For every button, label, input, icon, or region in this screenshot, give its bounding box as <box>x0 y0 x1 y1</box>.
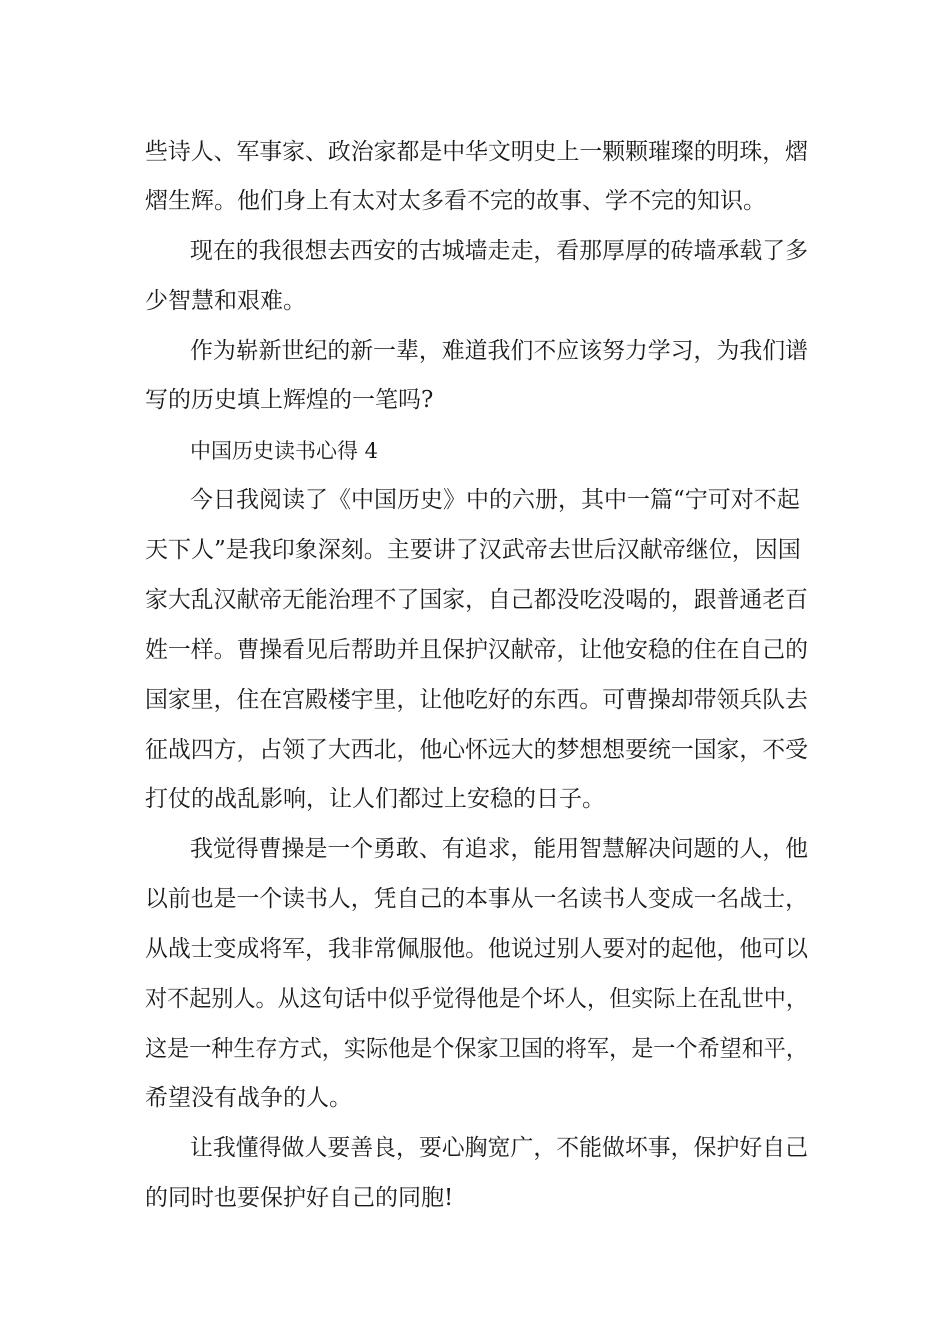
paragraph-5-line-5: 这是一种生存方式，实际他是个保家卫国的将军，是一个希望和平， <box>145 1036 808 1062</box>
paragraph-3-line-2: 写的历史填上辉煌的一笔吗? <box>145 387 434 413</box>
paragraph-2-line-1: 现在的我很想去西安的古城墙走走，看那厚厚的砖墙承载了多 <box>190 238 808 264</box>
paragraph-2-line-2: 少智慧和艰难。 <box>145 288 306 314</box>
paragraph-5-line-6: 希望没有战争的人。 <box>145 1085 352 1111</box>
paragraph-5-line-1: 我觉得曹操是一个勇敢、有追求，能用智慧解决问题的人，他 <box>190 836 808 862</box>
paragraph-4-line-4: 姓一样。曹操看见后帮助并且保护汉献帝，让他安稳的住在自己的 <box>145 637 808 663</box>
paragraph-4-line-2: 天下人”是我印象深刻。主要讲了汉武帝去世后汉献帝继位，因国 <box>145 537 801 563</box>
section-heading: 中国历史读书心得 4 <box>190 439 379 463</box>
paragraph-5-line-4: 对不起别人。从这句话中似乎觉得他是个坏人，但实际上在乱世中， <box>145 986 808 1012</box>
paragraph-1-line-2: 熠生辉。他们身上有太对太多看不完的故事、学不完的知识。 <box>145 188 766 214</box>
paragraph-3-line-1: 作为崭新世纪的新一辈，难道我们不应该努力学习，为我们谱 <box>190 338 808 364</box>
paragraph-4-line-7: 打仗的战乱影响，让人们都过上安稳的日子。 <box>145 786 605 812</box>
paragraph-4-line-3: 家大乱汉献帝无能治理不了国家，自己都没吃没喝的，跟普通老百 <box>145 587 808 613</box>
paragraph-4-line-1: 今日我阅读了《中国历史》中的六册，其中一篇“宁可对不起 <box>190 487 800 513</box>
paragraph-4-line-6: 征战四方，占领了大西北，他心怀远大的梦想想要统一国家，不受 <box>145 737 808 763</box>
paragraph-6-line-2: 的同时也要保护好自己的同胞! <box>145 1185 454 1211</box>
paragraph-5-line-2: 以前也是一个读书人，凭自己的本事从一名读书人变成一名战士， <box>145 886 808 912</box>
paragraph-5-line-3: 从战士变成将军，我非常佩服他。他说过别人要对的起他，他可以 <box>145 936 808 962</box>
paragraph-6-line-1: 让我懂得做人要善良，要心胸宽广，不能做坏事，保护好自己 <box>190 1135 808 1161</box>
paragraph-4-line-5: 国家里，住在宫殿楼宇里，让他吃好的东西。可曹操却带领兵队去 <box>145 687 808 713</box>
paragraph-1-line-1: 些诗人、军事家、政治家都是中华文明史上一颗颗璀璨的明珠，熠 <box>145 139 808 165</box>
